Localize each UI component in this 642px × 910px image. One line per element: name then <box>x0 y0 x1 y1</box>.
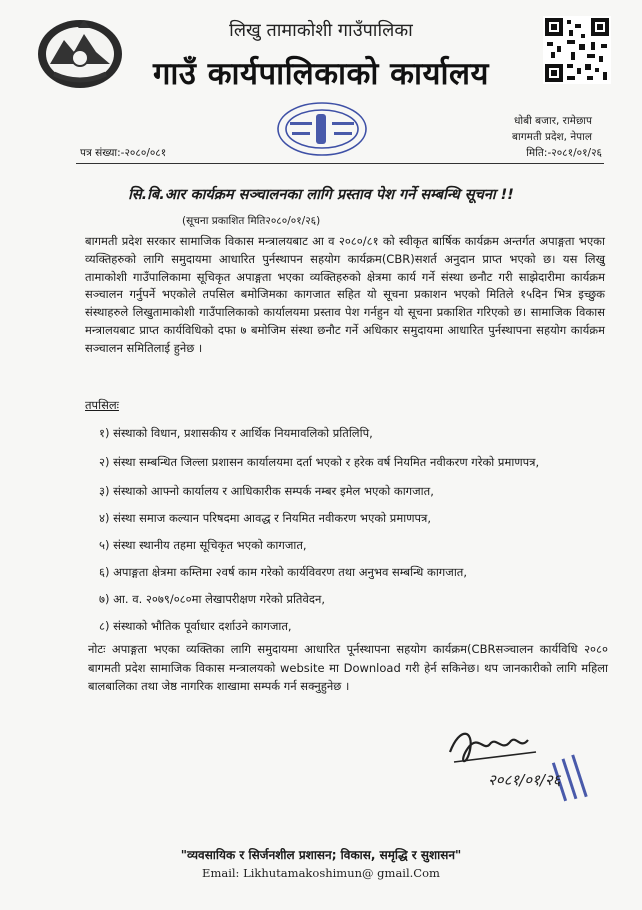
document-checklist <box>99 426 609 634</box>
office-title: गाउँ कार्यपालिकाको कार्यालय <box>152 56 490 92</box>
body-paragraph: बागमती प्रदेश सरकार सामाजिक विकास मन्त्रालयबाट आ व २०८०/८१ को स्वीकृत बार्षिक कार्यक्रम अन्तर्गत अपाङ्गता भएका व्यक्तिहरुको लागि समुदायमा आधारित पुर्नस्थापन सहयोग कार्यक्रम(CBR)सशर्त अनुदान प्राप्त भएको छ। यस लिखु तामाकोशी गाउँपालिकामा सूचिकृत अपाङ्गता भएका व्यक्तिहरुको क्षेत्रमा कार्य गर्ने संस्था छनौट गरी साझेदारीमा कार्यक्रम सञ्चालन गर्नुपर्ने भएकोले तपसिल बमोजिमका कागजात सहित यो सूचना प्रकाशन भएको मितिले १५दिन भित्र इच्छुक संस्थाहरुले लिखुतामाकोशी गाउँपालिकाको कार्यालयमा प्रस्ताव पेश गर्नहुन यो सूचना प्रकाशित गरिएको छ। सामाजिक विकास मन्त्रालयबाट प्राप्त कार्यविधिको दफा ७ बमोजिम संस्था छनौट गर्ने अधिकार समुदायमा आधारित पुर्नस्थापना सहयोग कार्यक्रम सञ्चालन समितिलाई हुनेछ । <box>85 234 605 355</box>
item-number: ५) <box>99 538 110 552</box>
item-number: ३) <box>99 484 110 498</box>
address-line-1: धोबी बजार, रामेछाप <box>513 115 592 127</box>
list-item <box>99 426 609 441</box>
address-line-2: बागमती प्रदेश, नेपाल <box>512 131 592 143</box>
office-stamp-icon <box>268 96 376 162</box>
list-item <box>99 538 609 553</box>
note-paragraph: नोटः अपाङ्गता भएका व्यक्तिका लागि समुदायमा आधारित पूर्नस्थापना सहयोग कार्यक्रम(CBRसञ्चालन कार्यविधि २०८० बागमती प्रदेश सामाजिक विकास मन्त्रालयको website मा Download गरी हेर्न सकिनेछ। थप जानकारीको लागि महिला बालबालिका तथा जेष्ठ नागरिक शाखामा सम्पर्क गर्न सक्नुहुनेछ । <box>88 642 608 693</box>
item-text: संस्थाको आफ्नो कार्यालय र आधिकारीक सम्पर्क नम्बर इमेल भएको कागजात, <box>113 484 434 498</box>
list-item <box>99 592 609 607</box>
item-text: अपाङ्गता क्षेत्रमा कम्तिमा २वर्ष काम गरेको कार्यविवरण तथा अनुभव सम्बन्धि कागजात, <box>113 565 468 579</box>
publication-date: (सूचना प्रकाशित मिति२०८०/०१/२६) <box>182 215 321 227</box>
qr-code-icon <box>543 16 611 84</box>
item-number: २) <box>99 455 110 469</box>
signature-icon <box>440 722 600 812</box>
list-item <box>99 484 609 499</box>
item-text: संस्थाको विधान, प्रशासकीय र आर्थिक नियमावलिको प्रतिलिपि, <box>113 426 373 440</box>
item-number: ४) <box>99 511 110 525</box>
item-number: ६) <box>99 565 110 579</box>
signature-date: २०८१/०१/२६ <box>488 771 561 789</box>
tapasil-heading: तपसिलः <box>85 398 119 412</box>
letter-date: मिति:-२०८१/०१/२६ <box>526 147 602 159</box>
item-number: १) <box>99 426 110 440</box>
list-item <box>99 453 609 472</box>
item-text: संस्था सम्बन्धित जिल्ला प्रशासन कार्यालयमा दर्ता भएको र हरेक वर्ष नियमित नवीकरण गरेको प्रमाणपत्र, <box>113 455 540 469</box>
footer-motto: "व्यवसायिक र सिर्जनशील प्रशासन; विकास, समृद्धि र सुशासन" <box>180 848 462 862</box>
list-item <box>99 565 609 580</box>
notice-subject: सि.बि.आर कार्यक्रम सञ्चालनका लागि प्रस्ताव पेश गर्ने सम्बन्धि सूचना !! <box>128 187 514 203</box>
footer-email: Email: Likhutamakoshimun@ gmail.Com <box>202 866 440 880</box>
reference-number: पत्र संख्या:-२०८०/०८१ <box>80 147 167 159</box>
item-number: ७) <box>99 592 110 606</box>
header-divider <box>76 163 604 164</box>
item-text: आ. व. २०७९/०८०मा लेखापरीक्षण गरेको प्रतिवेदन, <box>113 592 326 606</box>
item-text: संस्थाको भौतिक पूर्वाधार दर्शाउने कागजात, <box>113 619 292 633</box>
municipality-name: लिखु तामाकोशी गाउँपालिका <box>229 20 413 41</box>
list-item <box>99 511 609 526</box>
list-item <box>99 619 609 634</box>
item-text: संस्था स्थानीय तहमा सूचिकृत भएको कागजात, <box>113 538 307 552</box>
item-text: संस्था समाज कल्यान परिषदमा आवद्ध र नियमित नवीकरण भएको प्रमाणपत्र, <box>113 511 432 525</box>
item-number: ८) <box>99 619 110 633</box>
